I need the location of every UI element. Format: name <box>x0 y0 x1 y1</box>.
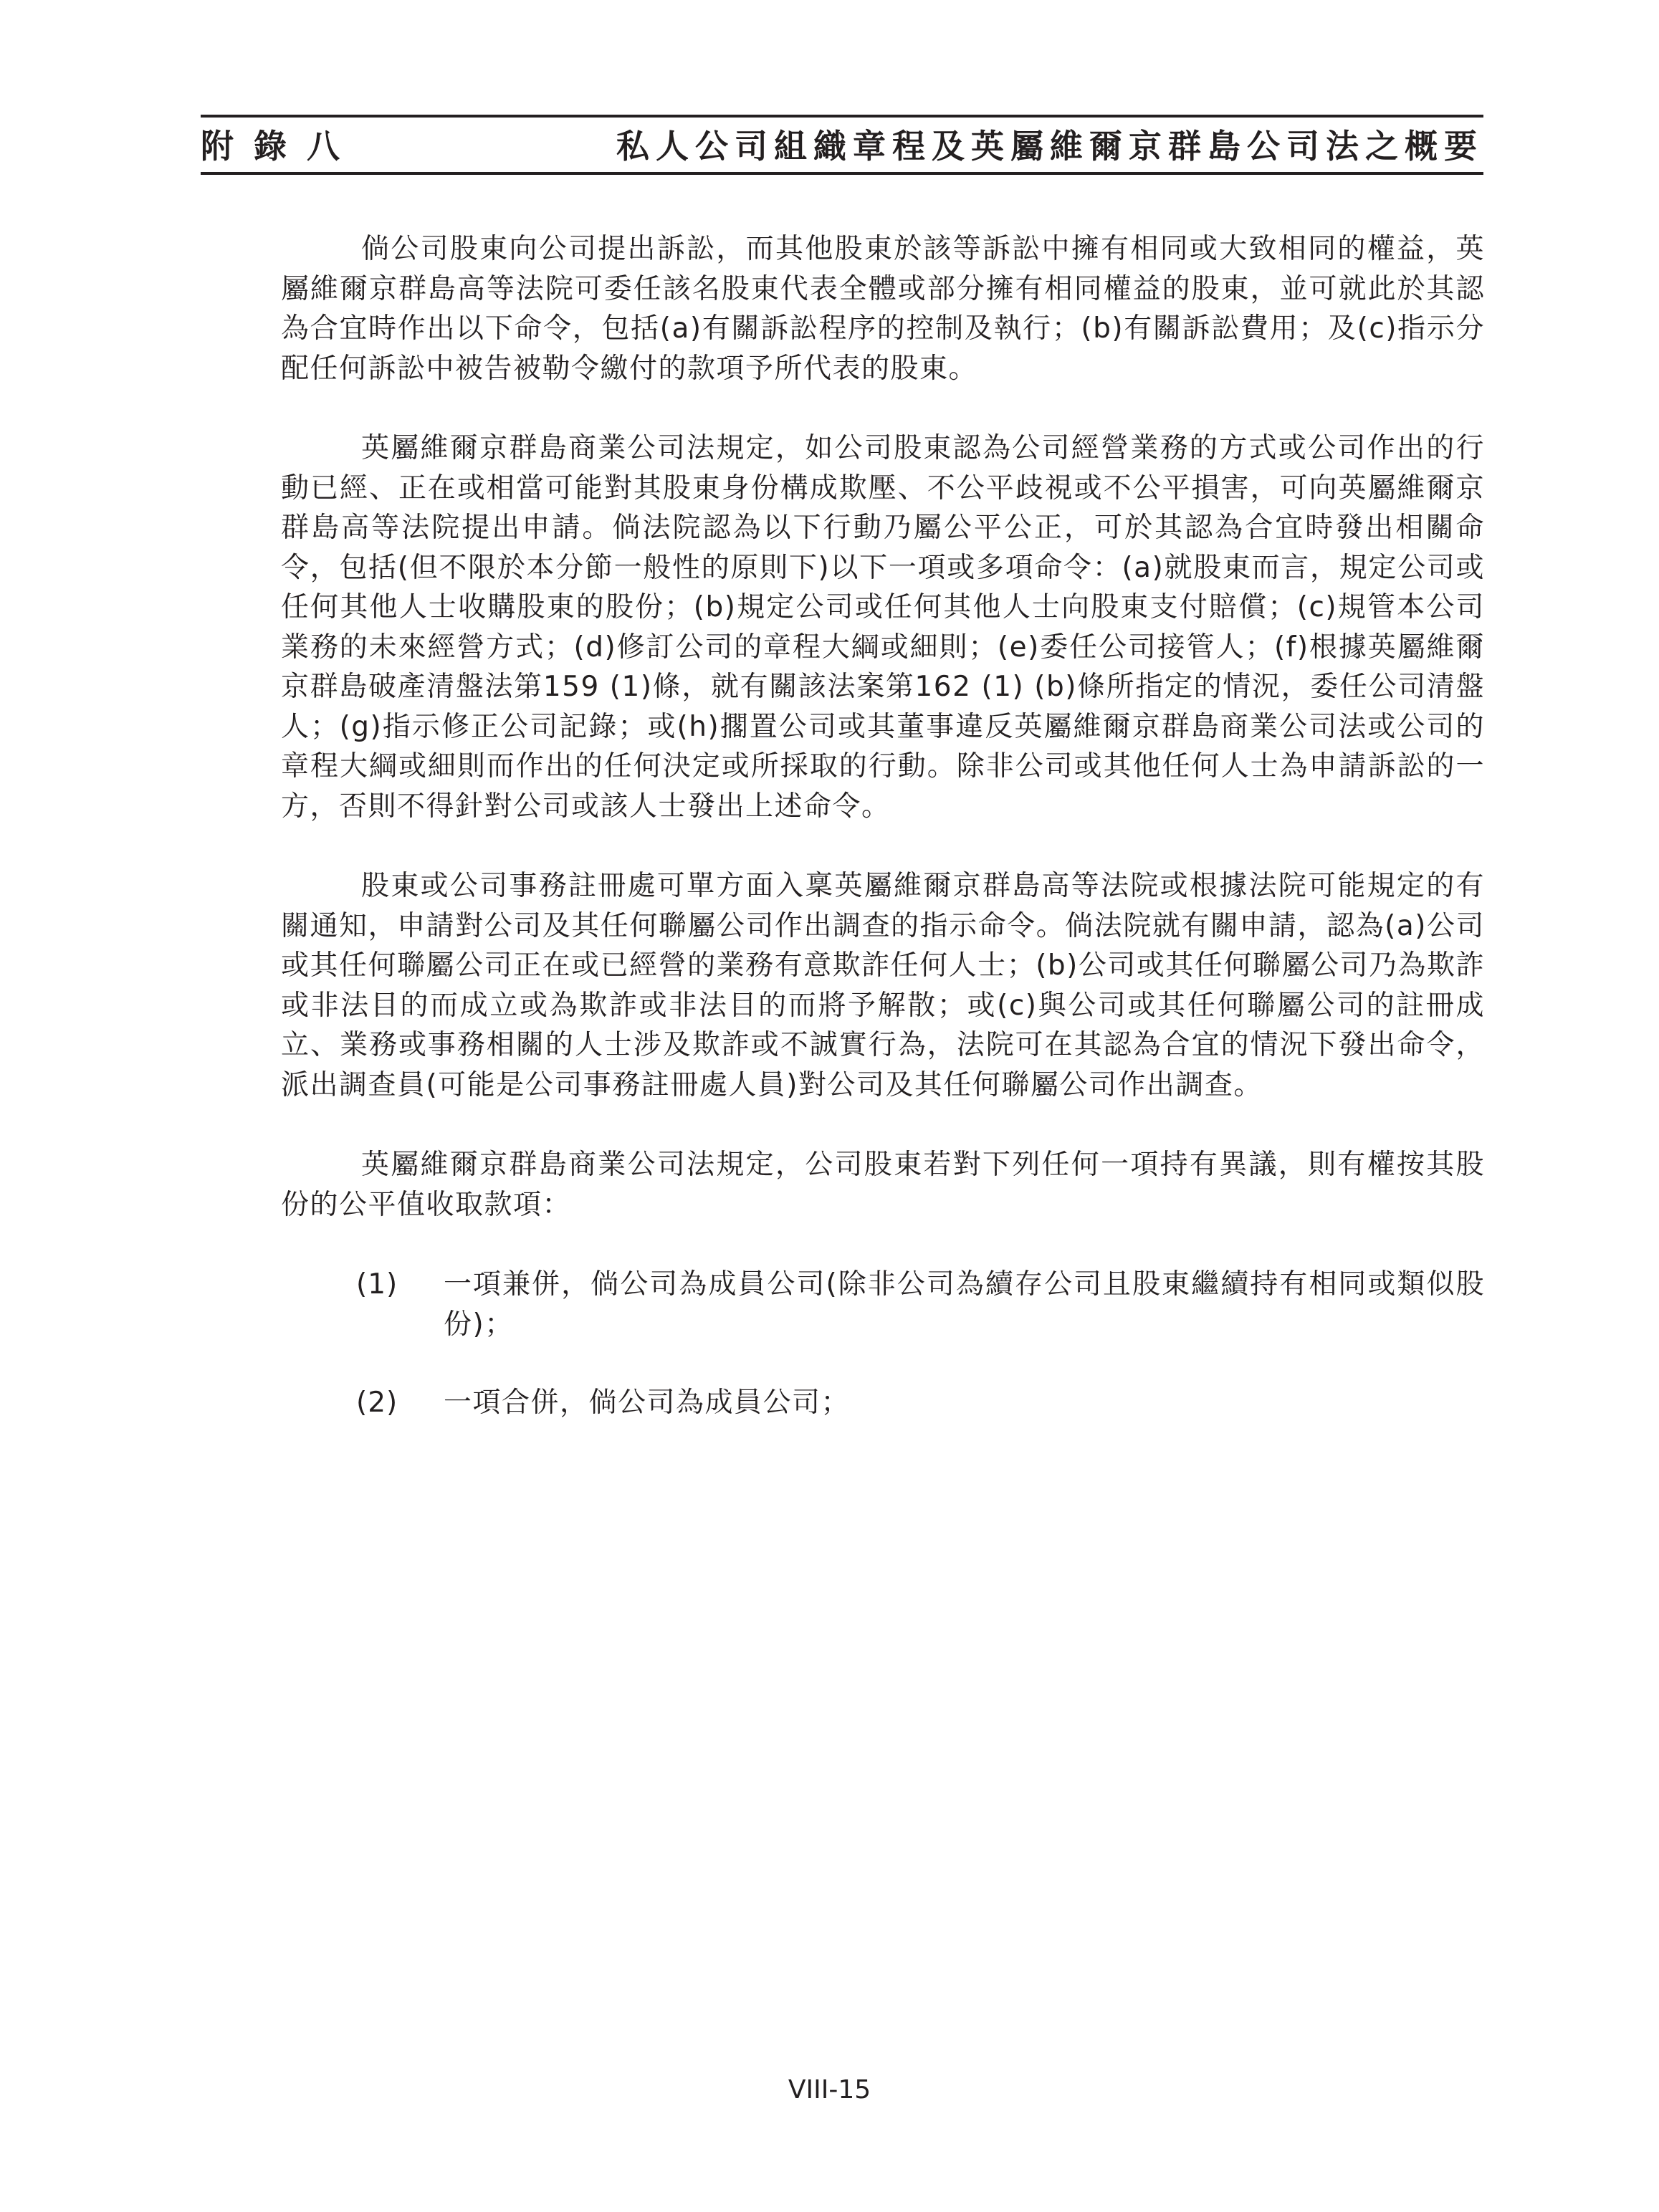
list-item <box>281 1383 1485 1423</box>
paragraph-unfair-prejudice: 英屬維爾京群島商業公司法規定，如公司股東認為公司經營業務的方式或公司作出的行動已經、正在或相當可能對其股東身份構成欺壓、不公平歧視或不公平損害，可向英屬維爾京群島高等法院提出申請。倘法院認為以下行動乃屬公平公正，可於其認為合宜時發出相關命令，包括(但不限於本分節一般性的原則下)以下一項或多項命令：(a)就股東而言，規定公司或任何其他人士收購股東的股份；(b)規定公司或任何其他人士向股東支付賠償；(c)規管本公司業務的未來經營方式；(d)修訂公司的章程大綱或細則；(e)委任公司接管人；(f)根據英屬維爾京群島破產清盤法第159 (1)條，就有關該法案第162 (1) (b)條所指定的情況，委任公司清盤人；(g)指示修正公司記錄；或(h)擱置公司或其董事違反英屬維爾京群島商業公司法或公司的章程大綱或細則而作出的任何決定或所採取的行動。除非公司或其他任何人士為申請訴訟的一方，否則不得針對公司或該人士發出上述命令。 <box>281 432 1485 823</box>
header-title: 私人公司組織章程及英屬維爾京群島公司法之概要 <box>616 127 1483 166</box>
page-header <box>201 115 1483 175</box>
paragraph-dissenter-rights: 英屬維爾京群島商業公司法規定，公司股東若對下列任何一項持有異議，則有權按其股份的公平值收取款項： <box>281 1149 1485 1221</box>
list-item-number: (1) <box>356 1268 398 1301</box>
page-number: VIII-15 <box>788 2075 871 2105</box>
body-text <box>281 229 1485 1462</box>
list-item-text: 一項兼併，倘公司為成員公司(除非公司為續存公司且股東繼續持有相同或類似股份)； <box>444 1268 1485 1341</box>
header-top-rule <box>201 115 1483 118</box>
paragraph-investigation-order: 股東或公司事務註冊處可單方面入稟英屬維爾京群島高等法院或根據法院可能規定的有關通知，申請對公司及其任何聯屬公司作出調查的指示命令。倘法院就有關申請，認為(a)公司或其任何聯屬公司正在或已經營的業務有意欺詐任何人士；(b)公司或其任何聯屬公司乃為欺詐或非法目的而成立或為欺詐或非法目的而將予解散；或(c)與公司或其任何聯屬公司的註冊成立、業務或事務相關的人士涉及欺詐或不誠實行為，法院可在其認為合宜的情況下發出命令，派出調查員(可能是公司事務註冊處人員)對公司及其任何聯屬公司作出調查。 <box>281 870 1485 1101</box>
list-item <box>281 1265 1485 1344</box>
header-bottom-rule <box>201 172 1483 175</box>
appendix-label: 附 錄 八 <box>201 127 345 166</box>
paragraph-derivative-action: 倘公司股東向公司提出訴訟，而其他股東於該等訴訟中擁有相同或大致相同的權益，英屬維爾京群島高等法院可委任該名股東代表全體或部分擁有相同權益的股東，並可就此於其認為合宜時作出以下命令，包括(a)有關訴訟程序的控制及執行；(b)有關訴訟費用；及(c)指示分配任何訴訟中被告被勒令繳付的款項予所代表的股東。 <box>281 233 1485 385</box>
list-item-number: (2) <box>356 1387 398 1419</box>
list-item-text: 一項合併，倘公司為成員公司； <box>444 1387 851 1419</box>
